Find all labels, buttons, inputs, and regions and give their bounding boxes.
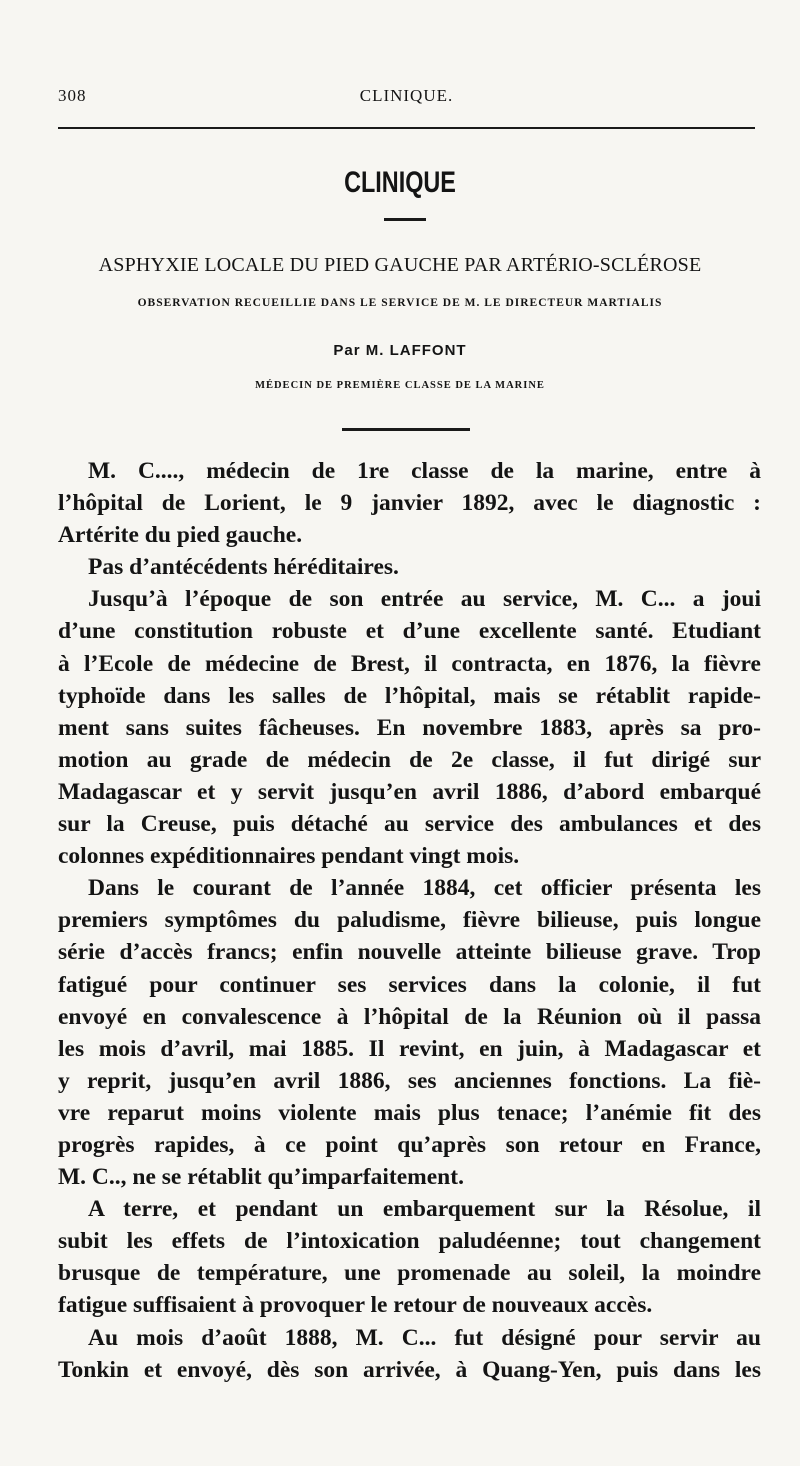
- text-line: fatigué pour continuer ses services dans la colonie, il fut: [58, 971, 761, 998]
- running-title: CLINIQUE.: [359, 86, 454, 105]
- text-line: Jusqu’à l’époque de son entrée au service, M. C... a joui: [88, 586, 761, 613]
- text-line: Pas d’antécédents héréditaires.: [88, 554, 399, 581]
- author-role: MÉDECIN DE PREMIÈRE CLASSE DE LA MARINE: [255, 380, 545, 391]
- text-line: brusque de température, une promenade au soleil, la moindre: [58, 1260, 761, 1287]
- separator-rule: [342, 428, 470, 431]
- text-line: série d’accès francs; enfin nouvelle atteinte bilieuse grave. Trop: [58, 939, 761, 966]
- author-line: Par M. LAFFONT: [333, 342, 467, 359]
- text-line: subit les effets de l’intoxication paludéenne; tout changement: [58, 1228, 761, 1255]
- text-line: vre reparut moins violente mais plus tenace; l’anémie fit des: [58, 1099, 761, 1126]
- text-line: fatigue suffisaient à provoquer le retour de nouveaux accès.: [58, 1292, 653, 1319]
- text-line: A terre, et pendant un embarquement sur la Résolue, il: [88, 1196, 761, 1223]
- text-line: d’une constitution robuste et d’une excellente santé. Etudiant: [58, 618, 761, 645]
- text-line: typhoïde dans les salles de l’hôpital, mais se rétablit rapide-: [58, 682, 761, 709]
- text-line: Au mois d’août 1888, M. C... fut désigné pour servir au: [88, 1324, 761, 1351]
- title-underline: [384, 218, 426, 221]
- text-line: motion au grade de médecin de 2e classe, il fut dirigé sur: [58, 746, 761, 773]
- text-line: les mois d’avril, mai 1885. Il revint, en juin, à Madagascar et: [58, 1035, 761, 1062]
- article-title: ASPHYXIE LOCALE DU PIED GAUCHE PAR ARTÉRIO-SCLÉROSE: [98, 254, 702, 276]
- running-head: [58, 82, 755, 112]
- text-line: Artérite du pied gauche.: [58, 522, 303, 549]
- text-line: envoyé en convalescence à l’hôpital de la Réunion où il passa: [58, 1003, 761, 1030]
- header-rule: [58, 127, 755, 129]
- body-text: [58, 455, 761, 1386]
- text-line: Madagascar et y servit jusqu’en avril 1886, d’abord embarqué: [58, 778, 761, 805]
- text-line: premiers symptômes du paludisme, fièvre bilieuse, puis longue: [58, 907, 761, 934]
- text-line: M. C.., ne se rétablit qu’imparfaitement.: [58, 1164, 464, 1191]
- text-line: Tonkin et envoyé, dès son arrivée, à Quang-Yen, puis dans les: [58, 1356, 761, 1383]
- text-line: progrès rapides, à ce point qu’après son retour en France,: [58, 1131, 761, 1158]
- text-line: y reprit, jusqu’en avril 1886, ses anciennes fonctions. La fiè-: [58, 1067, 761, 1094]
- text-line: M. C...., médecin de 1re classe de la marine, entre à: [88, 458, 761, 484]
- page-number: 308: [58, 86, 87, 105]
- text-line: colonnes expéditionnaires pendant vingt mois.: [58, 843, 520, 870]
- text-line: ment sans suites fâcheuses. En novembre 1883, après sa pro-: [58, 714, 761, 741]
- text-line: Dans le courant de l’année 1884, cet officier présenta les: [88, 875, 761, 902]
- text-line: sur la Creuse, puis détaché au service des ambulances et des: [58, 811, 761, 838]
- text-line: l’hôpital de Lorient, le 9 janvier 1892, avec le diagnostic :: [58, 490, 761, 517]
- text-line: à l’Ecole de médecine de Brest, il contracta, en 1876, la fièvre: [58, 650, 761, 677]
- section-title: CLINIQUE: [344, 166, 456, 199]
- article-subtitle: OBSERVATION RECUEILLIE DANS LE SERVICE DE M. LE DIRECTEUR MARTIALIS: [137, 297, 663, 309]
